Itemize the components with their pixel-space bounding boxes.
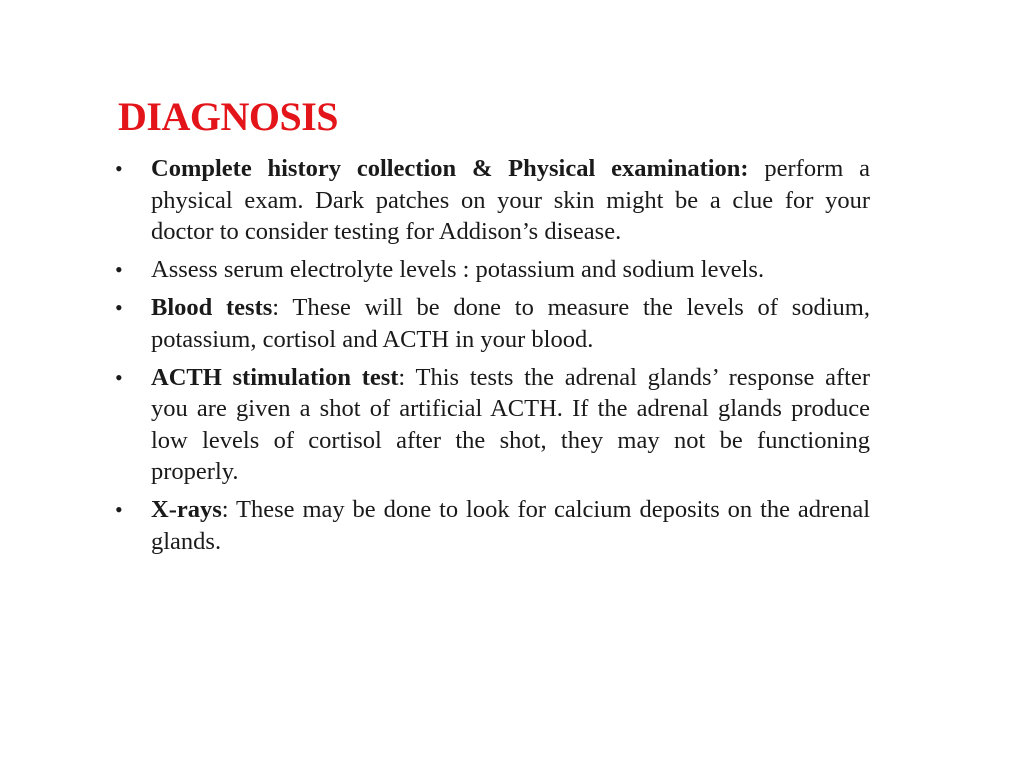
bullet-term: ACTH stimulation test xyxy=(151,363,399,391)
bullet-item-electrolytes xyxy=(112,254,870,286)
bullet-icon: • xyxy=(115,156,123,181)
bullet-icon: • xyxy=(115,257,123,282)
bullet-item-blood-tests xyxy=(112,292,870,355)
bullet-item-acth-test xyxy=(112,362,870,488)
bullet-icon: • xyxy=(115,295,123,320)
bullet-icon: • xyxy=(115,364,123,390)
bullet-text: : These will be done to measure the levels of sodium, potassium, cortisol and ACTH in your blood. xyxy=(151,294,870,353)
bullet-text: : These may be done to look for calcium deposits on the adrenal glands. xyxy=(151,496,870,555)
bullet-text: Assess serum electrolyte levels : potassium and sodium levels. xyxy=(151,256,765,283)
bullet-icon: • xyxy=(115,497,123,522)
bullet-list xyxy=(112,153,870,564)
bullet-text: : This tests the adrenal glands’ response after you are given a shot of artificial ACTH. If the adrenal glands produce low levels of cortisol after the shot, they may not be functioning properly. xyxy=(151,363,870,485)
bullet-text: perform a physical exam. Dark patches on your skin might be a clue for your doctor to consider testing for Addison’s disease. xyxy=(151,155,870,245)
bullet-term: Complete history collection & Physical examination: xyxy=(151,155,749,182)
slide-title: DIAGNOSIS xyxy=(118,94,339,139)
bullet-item-x-rays xyxy=(112,494,870,557)
bullet-item-history-exam xyxy=(112,153,870,248)
bullet-term: X-rays xyxy=(151,496,222,523)
bullet-term: Blood tests xyxy=(151,294,273,321)
